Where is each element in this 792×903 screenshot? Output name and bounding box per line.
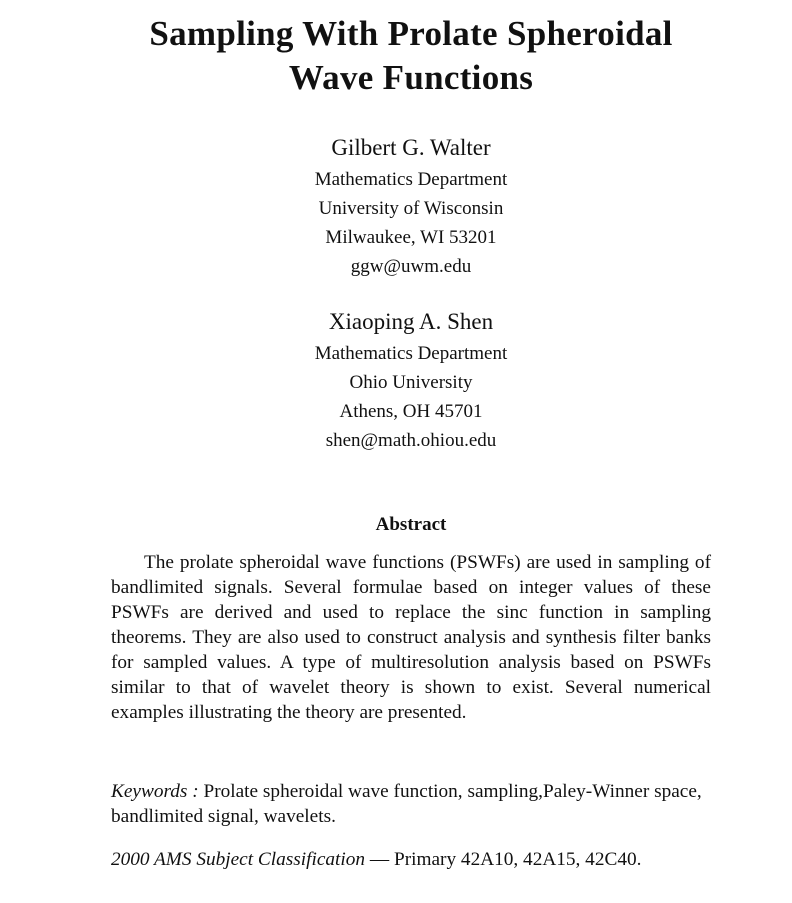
keywords-text: Prolate spheroidal wave function, sampling,Paley-Winner space, bandlimited signal, wavelets.: [111, 781, 702, 827]
author-block-shen: [0, 308, 792, 455]
ams-classification: [111, 847, 731, 872]
abstract-text: The prolate spheroidal wave functions (PSWFs) are used in sampling of bandlimited signals. Several formulae based on integer values of these PSWFs are derived and used to replace the sinc function in sampling theorems. They are also used to construct analysis and synthesis filter banks for sampled values. A type of multiresolution analysis based on PSWFs similar to that of wavelet theory is shown to exist. Several numerical examples illustrating the theory are presented.: [111, 552, 711, 723]
keywords-label: Keywords :: [111, 781, 199, 802]
author-name: Xiaoping A. Shen: [328, 309, 494, 334]
author-department: Mathematics Department: [314, 343, 508, 364]
author-department: Mathematics Department: [314, 169, 508, 190]
keywords-paragraph: [111, 779, 731, 829]
ams-label: 2000 AMS Subject Classification: [111, 849, 366, 870]
ams-text: Primary 42A10, 42A15, 42C40.: [393, 849, 642, 870]
author-address: Athens, OH 45701: [339, 401, 483, 422]
author-institution: University of Wisconsin: [318, 198, 504, 219]
author-name: Gilbert G. Walter: [331, 135, 491, 160]
author-address: Milwaukee, WI 53201: [325, 227, 497, 248]
author-email: ggw@uwm.edu: [350, 256, 472, 277]
paper-title: [0, 12, 792, 100]
title-line-2: Wave Functions: [288, 58, 534, 97]
author-block-walter: [0, 134, 792, 281]
author-email: shen@math.ohiou.edu: [325, 430, 497, 451]
author-institution: Ohio University: [349, 372, 473, 393]
ams-separator: —: [369, 849, 390, 870]
title-line-1: Sampling With Prolate Spheroidal: [149, 14, 673, 53]
abstract-heading: Abstract: [375, 514, 447, 535]
